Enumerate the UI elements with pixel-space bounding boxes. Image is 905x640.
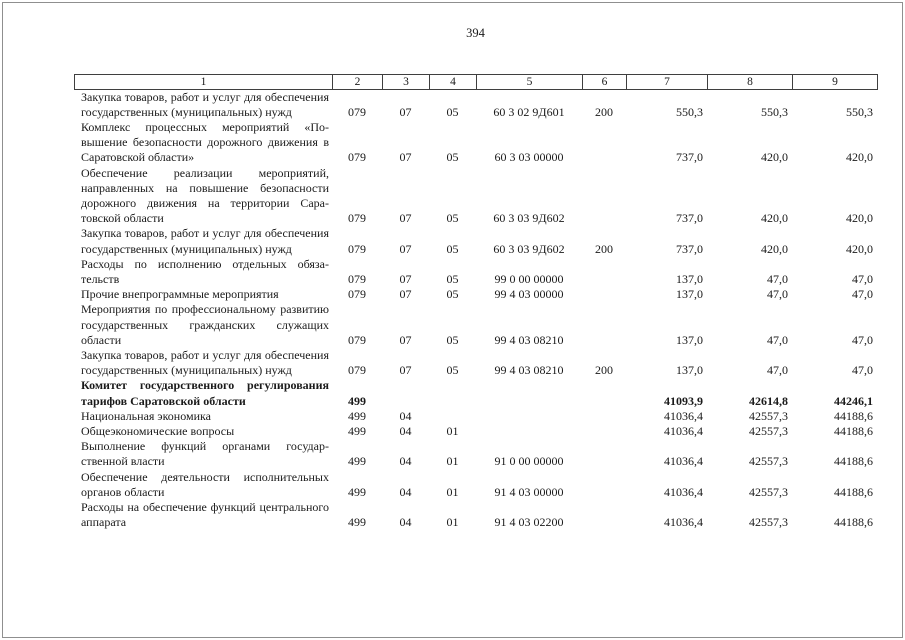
cell-amount-y1: 41093,9	[664, 393, 703, 408]
table-row	[74, 470, 877, 500]
cell-podrazdel	[429, 378, 476, 408]
cell-amount-y3: 420,0	[846, 241, 873, 256]
budget-table	[74, 90, 877, 531]
cell-amount-y2: 42557,3	[749, 515, 788, 530]
cell-vid-rashodov	[582, 166, 626, 227]
cell-podrazdel	[429, 409, 476, 424]
cell-amount-y3: 47,0	[852, 363, 873, 378]
cell-amount-y2: 42557,3	[749, 484, 788, 499]
cell-amount-y2: 47,0	[767, 363, 788, 378]
cell-amount-y2: 42557,3	[749, 408, 788, 423]
cell-code-grbs: 499	[348, 484, 366, 499]
cell-vid-rashodov: 200	[595, 363, 613, 378]
cell-target-article	[476, 424, 582, 439]
table-row	[74, 257, 877, 287]
cell-amount-y2: 420,0	[761, 150, 788, 165]
cell-code-grbs: 499	[348, 454, 366, 469]
row-label: Закупка товаров, работ и услуг для обеспечения государственных (муниципальных) нужд	[81, 226, 329, 256]
cell-amount-y2: 420,0	[761, 211, 788, 226]
row-label: Мероприятия по профессиональному развитию государственных гражданских служащих области	[81, 302, 329, 347]
cell-amount-y3: 44246,1	[834, 393, 873, 408]
cell-vid-rashodov: 200	[595, 104, 613, 119]
cell-amount-y1: 550,3	[676, 104, 703, 119]
cell-code-grbs: 079	[348, 241, 366, 256]
row-label: Закупка товаров, работ и услуг для обеспечения государственных (муниципальных) нужд	[81, 89, 329, 119]
row-label: Закупка товаров, работ и услуг для обеспечения государственных (муниципальных) нужд	[81, 347, 329, 378]
cell-target-article	[476, 409, 582, 424]
cell-podrazdel: 01	[446, 484, 459, 499]
header-row	[75, 75, 878, 90]
header-cell-4: 4	[430, 75, 477, 90]
cell-target-article: 99 4 03 00000	[494, 287, 564, 302]
cell-vid-rashodov	[582, 302, 626, 348]
cell-target-article: 60 3 03 9Д602	[493, 241, 565, 256]
cell-code-grbs: 079	[348, 271, 366, 286]
cell-podrazdel: 05	[446, 287, 459, 302]
cell-razdel	[382, 378, 429, 408]
cell-amount-y1: 137,0	[676, 332, 703, 347]
cell-amount-y1: 137,0	[676, 271, 703, 286]
cell-code-grbs: 079	[348, 104, 366, 119]
table-row	[74, 287, 877, 302]
table-row	[74, 409, 877, 424]
cell-razdel: 04	[399, 423, 412, 438]
cell-razdel: 04	[399, 515, 412, 530]
cell-amount-y2: 47,0	[767, 287, 788, 302]
cell-amount-y3: 420,0	[846, 211, 873, 226]
row-label: Обеспечение реализации мероприятий, направленных на повышение безопасности дорожного движения на территории Саратовской области	[81, 165, 329, 226]
header-cell-1: 1	[75, 75, 333, 90]
cell-amount-y3: 44188,6	[834, 423, 873, 438]
table-row	[74, 439, 877, 469]
row-label: Национальная экономика	[81, 408, 211, 423]
cell-razdel: 04	[399, 408, 412, 423]
cell-amount-y1: 737,0	[676, 241, 703, 256]
cell-razdel: 07	[399, 241, 412, 256]
row-label: Общеэкономические вопросы	[81, 423, 235, 438]
row-label: Выполнение функций органами государственной власти	[81, 439, 329, 469]
cell-code-grbs: 499	[348, 423, 366, 438]
cell-razdel: 07	[399, 104, 412, 119]
cell-target-article: 91 4 03 00000	[494, 484, 564, 499]
header-cell-8: 8	[708, 75, 793, 90]
cell-podrazdel: 05	[446, 104, 459, 119]
cell-podrazdel: 05	[446, 332, 459, 347]
cell-code-grbs: 079	[348, 287, 366, 302]
row-label: Прочие внепрограммные мероприятия	[81, 287, 279, 302]
header-cell-5: 5	[477, 75, 583, 90]
cell-vid-rashodov	[582, 500, 626, 530]
cell-razdel: 07	[399, 332, 412, 347]
cell-code-grbs: 079	[348, 332, 366, 347]
header-cell-6: 6	[583, 75, 627, 90]
cell-amount-y3: 420,0	[846, 150, 873, 165]
cell-podrazdel: 05	[446, 241, 459, 256]
cell-target-article: 99 4 03 08210	[494, 363, 564, 378]
cell-vid-rashodov	[582, 378, 626, 408]
cell-target-article: 99 4 03 08210	[494, 332, 564, 347]
cell-amount-y1: 137,0	[676, 287, 703, 302]
cell-razdel: 04	[399, 454, 412, 469]
table-body	[74, 90, 877, 531]
cell-code-grbs: 499	[348, 515, 366, 530]
cell-amount-y1: 737,0	[676, 150, 703, 165]
cell-amount-y1: 41036,4	[664, 484, 703, 499]
cell-razdel: 07	[399, 363, 412, 378]
cell-target-article: 60 3 03 9Д602	[493, 211, 565, 226]
cell-razdel: 07	[399, 150, 412, 165]
cell-target-article: 91 4 03 02200	[494, 515, 564, 530]
cell-amount-y2: 47,0	[767, 271, 788, 286]
cell-razdel: 07	[399, 271, 412, 286]
cell-vid-rashodov	[582, 120, 626, 166]
cell-podrazdel: 05	[446, 150, 459, 165]
row-label: Расходы на обеспечение функций центрального аппарата	[81, 499, 329, 530]
table-row	[74, 90, 877, 120]
cell-amount-y3: 44188,6	[834, 484, 873, 499]
cell-amount-y1: 41036,4	[664, 454, 703, 469]
table-row	[74, 500, 877, 530]
table-row	[74, 348, 877, 378]
cell-podrazdel: 05	[446, 363, 459, 378]
cell-vid-rashodov	[582, 257, 626, 287]
table-row	[74, 378, 877, 408]
cell-podrazdel: 05	[446, 271, 459, 286]
cell-amount-y1: 137,0	[676, 363, 703, 378]
cell-target-article: 60 3 02 9Д601	[493, 104, 565, 119]
cell-vid-rashodov: 200	[595, 241, 613, 256]
cell-amount-y2: 47,0	[767, 332, 788, 347]
cell-code-grbs: 499	[348, 408, 366, 423]
row-label: Комитет государственного регулирования тарифов Саратовской области	[81, 378, 329, 408]
cell-razdel: 07	[399, 287, 412, 302]
cell-vid-rashodov	[582, 439, 626, 469]
cell-code-grbs: 079	[348, 150, 366, 165]
table-row	[74, 166, 877, 227]
row-label: Расходы по исполнению отдельных обязательств	[81, 256, 329, 286]
cell-razdel: 07	[399, 211, 412, 226]
row-label: Комплекс процессных мероприятий «Повышение безопасности дорожного движения в Саратовской области»	[81, 119, 329, 165]
table-row	[74, 120, 877, 166]
row-label: Обеспечение деятельности исполнительных органов области	[81, 469, 329, 499]
cell-amount-y3: 47,0	[852, 332, 873, 347]
cell-target-article: 60 3 03 00000	[494, 150, 564, 165]
header-cell-7: 7	[627, 75, 708, 90]
cell-podrazdel: 05	[446, 211, 459, 226]
cell-code-grbs: 499	[348, 393, 366, 408]
cell-amount-y3: 47,0	[852, 287, 873, 302]
cell-amount-y2: 420,0	[761, 241, 788, 256]
cell-code-grbs: 079	[348, 211, 366, 226]
cell-podrazdel: 01	[446, 454, 459, 469]
cell-vid-rashodov	[582, 409, 626, 424]
table-row	[74, 226, 877, 256]
cell-vid-rashodov	[582, 424, 626, 439]
cell-amount-y1: 737,0	[676, 211, 703, 226]
cell-amount-y3: 47,0	[852, 271, 873, 286]
header-cell-2: 2	[333, 75, 383, 90]
cell-amount-y2: 42557,3	[749, 423, 788, 438]
table-column-header	[74, 74, 878, 90]
cell-amount-y3: 44188,6	[834, 408, 873, 423]
header-cell-9: 9	[793, 75, 878, 90]
page-number: 394	[466, 26, 485, 40]
cell-amount-y3: 44188,6	[834, 454, 873, 469]
cell-vid-rashodov	[582, 287, 626, 302]
cell-amount-y3: 44188,6	[834, 515, 873, 530]
cell-amount-y1: 41036,4	[664, 423, 703, 438]
cell-amount-y1: 41036,4	[664, 408, 703, 423]
cell-vid-rashodov	[582, 470, 626, 500]
cell-target-article: 91 0 00 00000	[494, 454, 564, 469]
cell-amount-y2: 42614,8	[749, 393, 788, 408]
cell-razdel: 04	[399, 484, 412, 499]
cell-target-article: 99 0 00 00000	[494, 271, 564, 286]
cell-amount-y1: 41036,4	[664, 515, 703, 530]
header-cell-3: 3	[383, 75, 430, 90]
cell-amount-y2: 42557,3	[749, 454, 788, 469]
table-row	[74, 302, 877, 348]
cell-podrazdel: 01	[446, 423, 459, 438]
cell-amount-y2: 550,3	[761, 104, 788, 119]
table-row	[74, 424, 877, 439]
cell-amount-y3: 550,3	[846, 104, 873, 119]
cell-podrazdel: 01	[446, 515, 459, 530]
cell-code-grbs: 079	[348, 363, 366, 378]
cell-target-article	[476, 378, 582, 408]
